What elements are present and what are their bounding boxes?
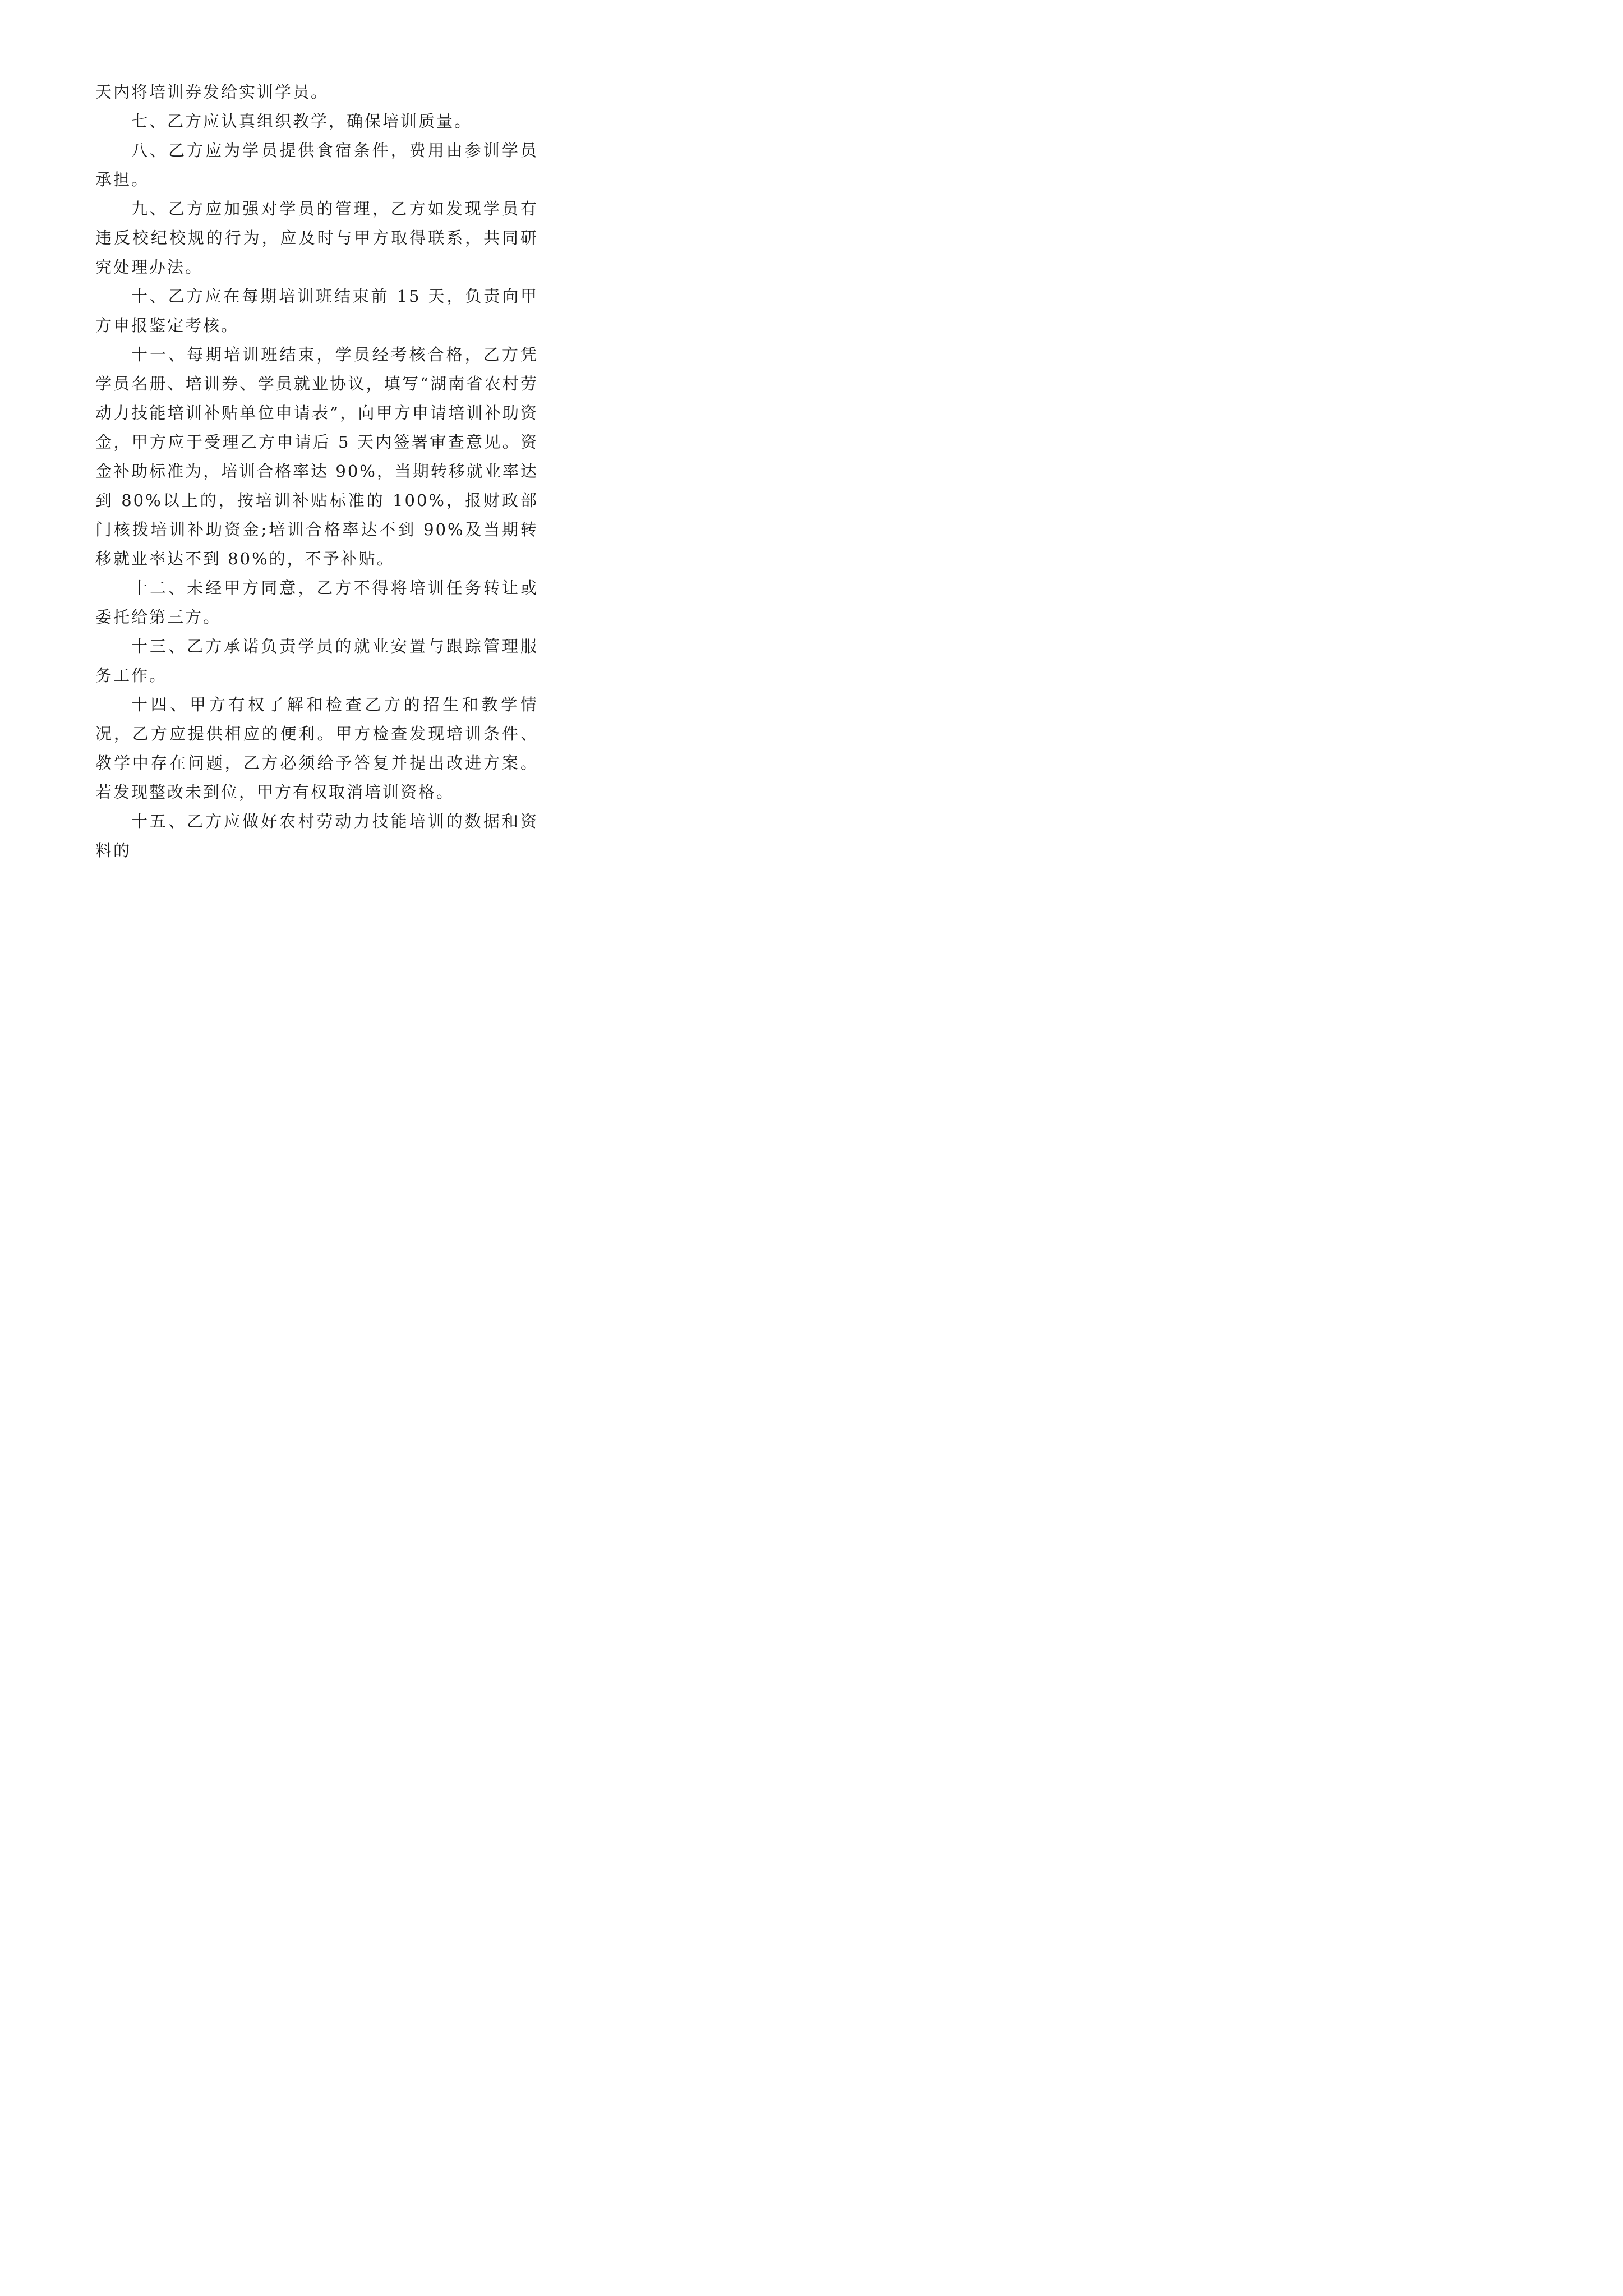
paragraph-continued-text: 天内将培训券发给实训学员。 (95, 82, 329, 102)
paragraph-clause-8: 八、乙方应为学员提供食宿条件，费用由参训学员承担。 (95, 141, 538, 189)
document-body (95, 77, 538, 865)
paragraph-clause-15: 十五、乙方应做好农村劳动力技能培训的数据和资料的 (95, 812, 538, 860)
paragraph-clause-13: 十三、乙方承诺负责学员的就业安置与跟踪管理服务工作。 (95, 637, 538, 685)
document-page (0, 0, 618, 875)
paragraph-clause-7: 七、乙方应认真组织教学，确保培训质量。 (131, 112, 473, 131)
paragraph-clause-14: 十四、甲方有权了解和检查乙方的招生和教学情况，乙方应提供相应的便利。甲方检查发现培训条件、教学中存在问题，乙方必须给予答复并提出改进方案。若发现整改未到位，甲方有权取消培训资格。 (95, 695, 538, 802)
paragraph-clause-9: 九、乙方应加强对学员的管理，乙方如发现学员有违反校纪校规的行为，应及时与甲方取得联系，共同研究处理办法。 (95, 199, 538, 277)
paragraph-clause-12: 十二、未经甲方同意，乙方不得将培训任务转让或委托给第三方。 (95, 578, 538, 627)
paragraph-clause-10: 十、乙方应在每期培训班结束前 15 天，负责向甲方申报鉴定考核。 (95, 287, 538, 335)
paragraph-clause-11: 十一、每期培训班结束，学员经考核合格，乙方凭学员名册、培训券、学员就业协议，填写“湖南省农村劳动力技能培训补贴单位申请表”，向甲方申请培训补助资金，甲方应于受理乙方申请后 5 天内签署审查意见。资金补助标准为，培训合格率达 90%，当期转移就业率达到 80%以上的，按培训补贴标准的 100%，报财政部门核拨培训补助资金;培训合格率达不到 90%及当期转移就业率达不到 80%的，不予补贴。 (95, 345, 538, 568)
